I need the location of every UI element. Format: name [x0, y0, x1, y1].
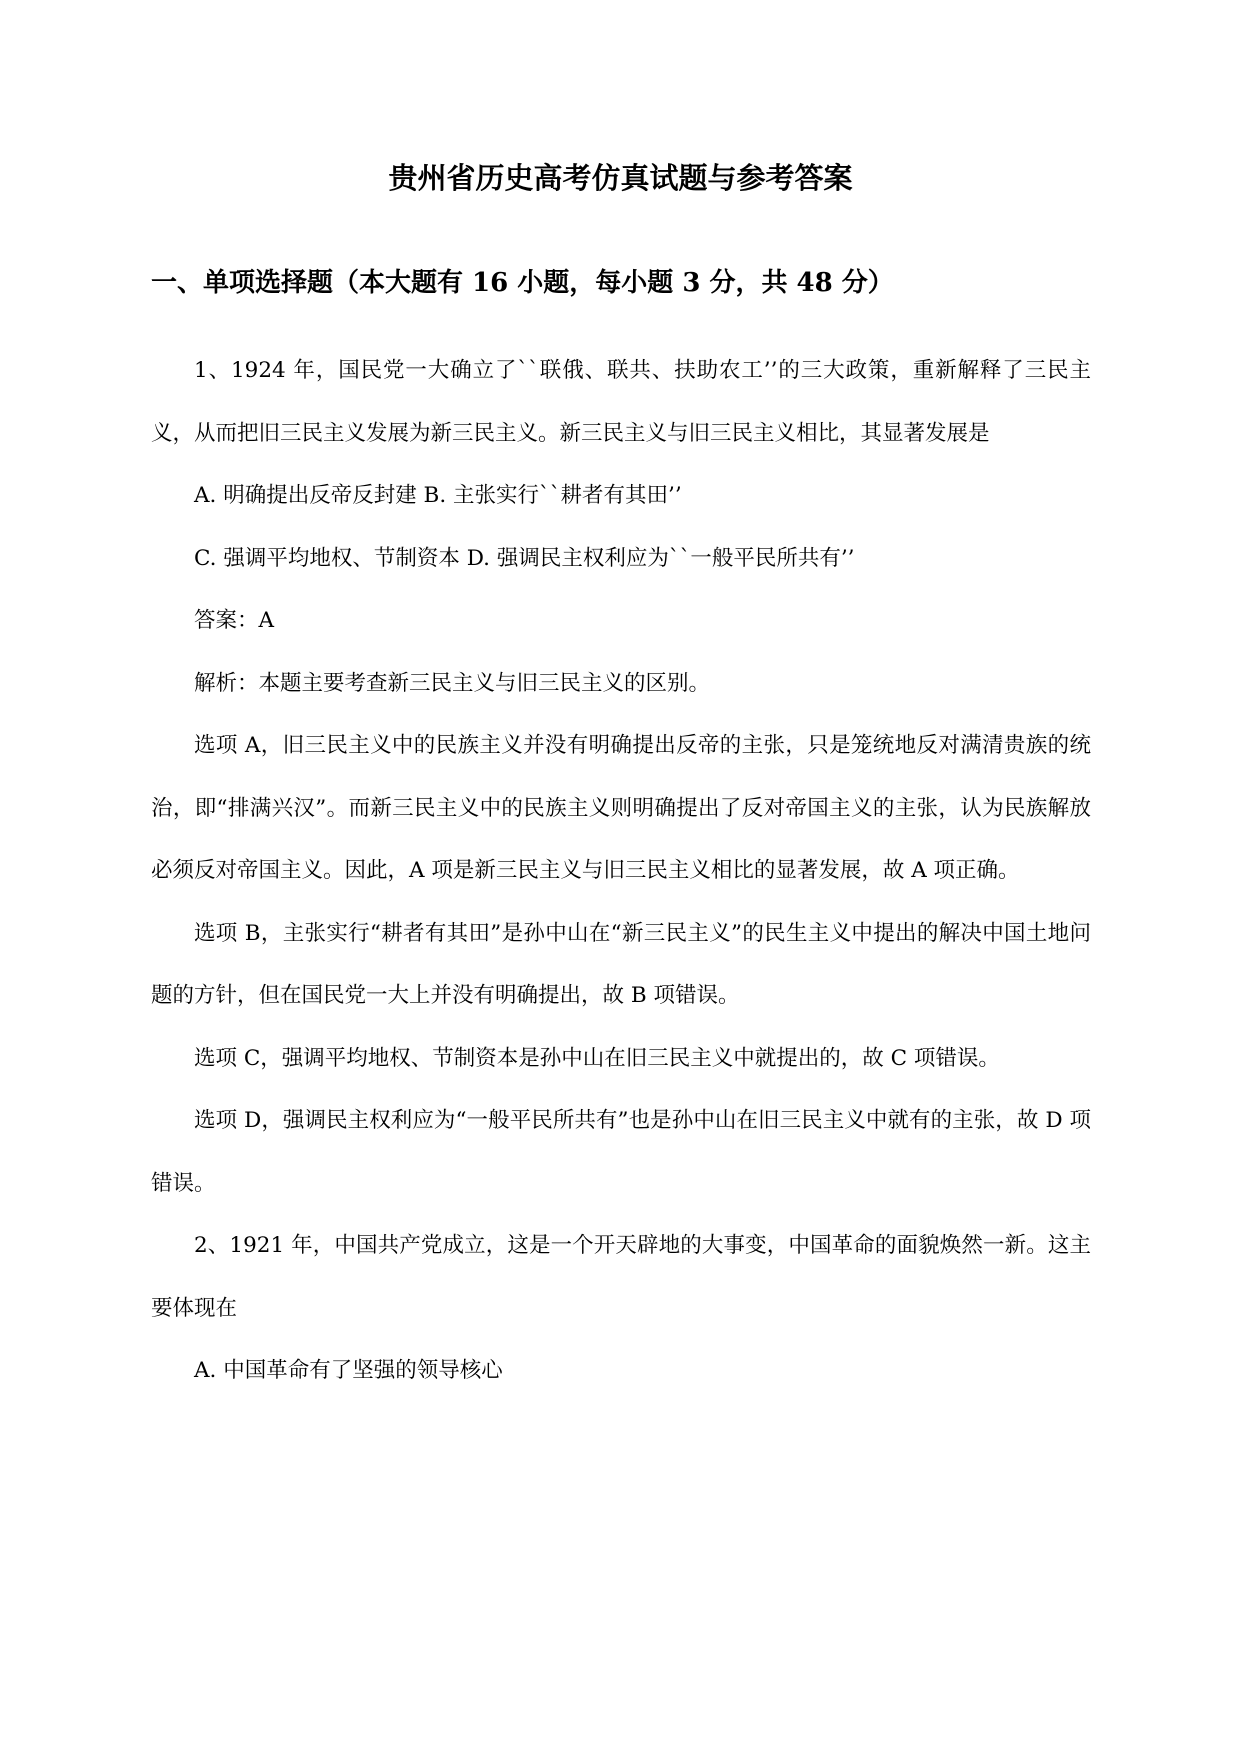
question-1-option-a-explanation: 选项 A，旧三民主义中的民族主义并没有明确提出反帝的主张，只是笼统地反对满清贵族的统治，即“排满兴汉”。而新三民主义中的民族主义则明确提出了反对帝国主义的主张，认为民族解放必须反对帝国主义。因此，A 项是新三民主义与旧三民主义相比的显著发展，故 A 项正确。	[151, 733, 1091, 883]
question-1-stem: 1、1924 年，国民党一大确立了``联俄、联共、扶助农工’’的三大政策，重新解释了三民主义，从而把旧三民主义发展为新三民主义。新三民主义与旧三民主义相比，其显著发展是	[151, 358, 1091, 446]
document-title: 贵州省历史高考仿真试题与参考答案	[388, 161, 853, 195]
question-1-option-d-explanation: 选项 D，强调民主权利应为“一般平民所共有”也是孙中山在旧三民主义中就有的主张，故 D 项错误。	[151, 1108, 1091, 1196]
question-1-options-ab: A. 明确提出反帝反封建 B. 主张实行``耕者有其田’’	[194, 483, 682, 508]
question-1-options-cd: C. 强调平均地权、节制资本 D. 强调民主权利应为``一般平民所共有’’	[194, 545, 855, 571]
question-1-option-c-explanation: 选项 C，强调平均地权、节制资本是孙中山在旧三民主义中就提出的，故 C 项错误。	[194, 1045, 1000, 1071]
question-2-stem: 2、1921 年，中国共产党成立，这是一个开天辟地的大事变，中国革命的面貌焕然一新。这主要体现在	[151, 1233, 1091, 1321]
question-1-answer: 答案：A	[194, 608, 275, 633]
document-body	[151, 340, 1091, 1403]
question-2-option-a: A. 中国革命有了坚强的领导核心	[194, 1358, 503, 1383]
section-heading: 一、单项选择题（本大题有 16 小题，每小题 3 分，共 48 分）	[151, 268, 894, 298]
question-1-analysis: 解析：本题主要考查新三民主义与旧三民主义的区别。	[194, 670, 711, 696]
question-1-option-b-explanation: 选项 B，主张实行“耕者有其田”是孙中山在“新三民主义”的民生主义中提出的解决中国土地问题的方针，但在国民党一大上并没有明确提出，故 B 项错误。	[151, 920, 1091, 1008]
